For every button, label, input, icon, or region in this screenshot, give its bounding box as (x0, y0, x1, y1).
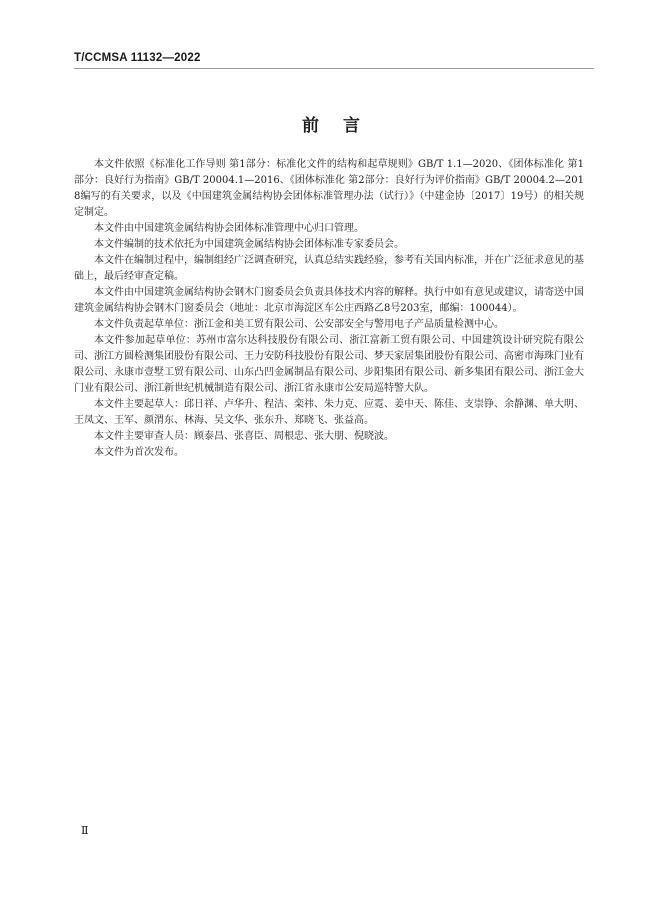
page-number: Ⅱ (81, 824, 89, 837)
paragraph-drafting-process: 本文件在编制过程中，编制组经广泛调查研究，认真总结实践经验，参考有关国内标准，并在广泛征求意见的基础上，最后经审查定稿。 (74, 255, 584, 282)
header-divider (74, 68, 594, 69)
paragraph-technical-support: 本文件编制的技术依托为中国建筑金属结构协会团体标准专家委员会。 (94, 239, 404, 250)
foreword-body (74, 157, 584, 461)
paragraph-participating-drafters: 本文件参加起草单位：苏州市富尔达科技股份有限公司、浙江富新工贸有限公司、中国建筑设计研究院有限公司、浙江方圆检测集团股份有限公司、王力安防科技股份有限公司、梦天家居集团股份有限公司、高密市海珠门业有限公司、永康市壹墅工贸有限公司、山东凸凹金属制品有限公司、步阳集团有限公司、新多集团有限公司、浙江金大门业有限公司、浙江新世纪机械制造有限公司、浙江省永康市公安局巡特警大队。 (74, 335, 584, 394)
paragraph-interpretation: 本文件由中国建筑金属结构协会钢木门窗委员会负责具体技术内容的解释。执行中如有意见或建议，请寄送中国建筑金属结构协会钢木门窗委员会（地址：北京市海淀区车公庄西路乙8号203室，邮编：100044）。 (74, 287, 584, 314)
paragraph-reviewers: 本文件主要审查人员：顾泰昌、张喜臣、周根忠、张大朋、倪晓波。 (94, 431, 394, 442)
paragraph-administration: 本文件由中国建筑金属结构协会团体标准管理中心归口管理。 (94, 223, 364, 234)
document-id: T/CCMSA 11132—2022 (74, 52, 201, 64)
section-title: 前言 (302, 116, 384, 136)
paragraph-main-drafters: 本文件主要起草人：邱日祥、卢华升、程洁、栾祎、朱力克、应霓、姜中天、陈佳、支崇铮、余静渊、单大明、王凤文、王军、颜渭东、林海、吴文华、张东升、郑晓飞、张益高。 (74, 399, 584, 426)
paragraph-first-release: 本文件为首次发布。 (94, 447, 184, 458)
paragraph-drafting-basis: 本文件依照《标准化工作导则 第1部分：标准化文件的结构和起草规则》GB/T 1.1—2020、《团体标准化 第1部分：良好行为指南》GB/T 20004.1—2016、《团体标准化 第2部分：良好行为评价指南》GB/T 20004.2—2018编写的有关要求，以及《中国建筑金属结构协会团体标准管理办法（试行）》（中建金协〔2017〕19号）的相关规定制定。 (74, 159, 584, 218)
paragraph-lead-drafters: 本文件负责起草单位：浙江金和美工贸有限公司、公安部安全与警用电子产品质量检测中心。 (94, 319, 504, 330)
